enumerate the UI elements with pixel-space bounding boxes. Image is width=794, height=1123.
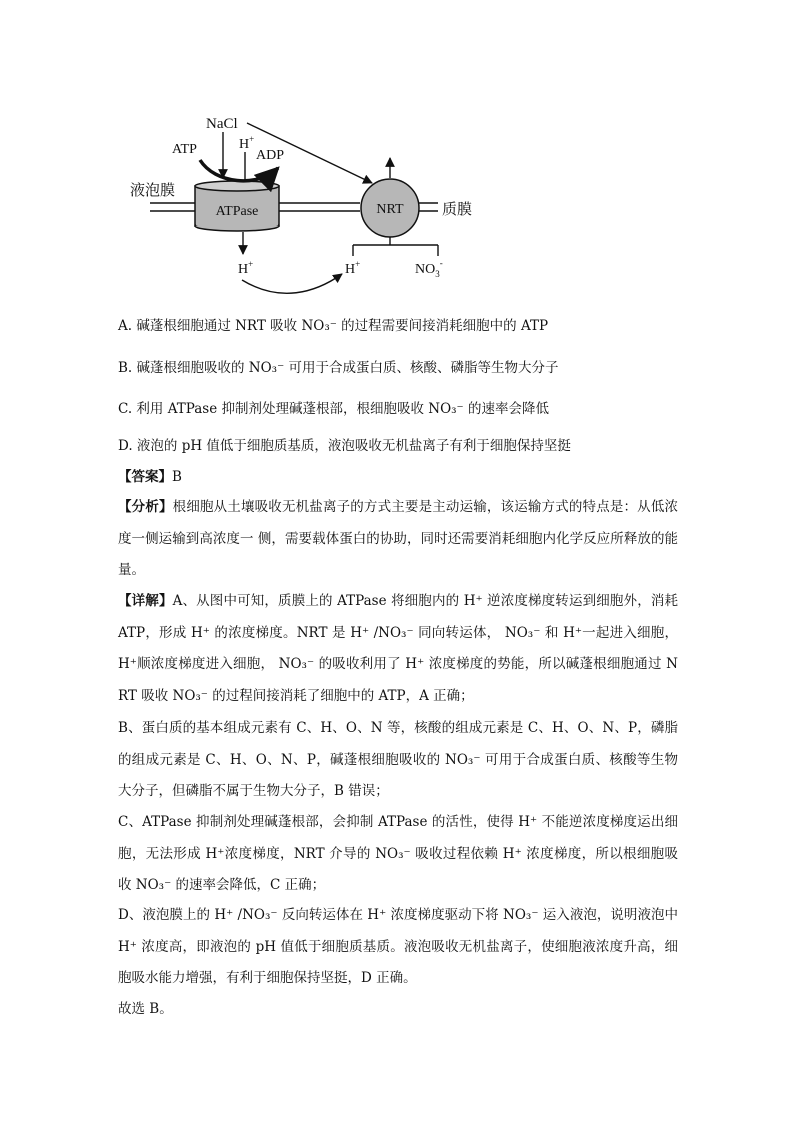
hplus-bottom-left-label: H+ bbox=[238, 259, 254, 277]
analysis-paragraph bbox=[118, 492, 678, 587]
nrt-protein bbox=[361, 179, 419, 237]
hplus-curve-arrow bbox=[242, 274, 342, 293]
answer-value: B bbox=[172, 469, 182, 485]
atp-label: ATP bbox=[172, 142, 197, 157]
atpase-label: ATPase bbox=[215, 204, 259, 219]
nacl-label: NaCl bbox=[206, 116, 238, 132]
hplus-bottom-right-label: H+ bbox=[345, 259, 361, 277]
analysis-text: 根细胞从土壤吸收无机盐离子的方式主要是主动运输，该运输方式的特点是：从低浓度一侧运输到高浓度一 侧，需要载体蛋白的协助，同时还需要消耗细胞内化学反应所释放的能量。 bbox=[118, 499, 679, 578]
detail-a-text: A、从图中可知，质膜上的 ATPase 将细胞内的 H⁺ 逆浓度梯度转运到细胞外，消耗 ATP，形成 H⁺ 的浓度梯度。NRT 是 H⁺ /NO₃⁻ 同向转运体， NO₃⁻ 和 H⁺一起进入细胞， H⁺顺浓度梯度进入细胞， NO₃⁻ 的吸收利用了 H⁺ 浓度梯度的势能，所以碱蓬根细胞通过 NRT 吸收 NO₃⁻ 的过程间接消耗了细胞中的 ATP，A 正确； bbox=[118, 593, 678, 704]
plasma-membrane-label: 质膜 bbox=[442, 202, 473, 218]
option-d: D. 液泡的 pH 值低于细胞质基质，液泡吸收无机盐离子有利于细胞保持坚挺 bbox=[118, 438, 571, 454]
detail-d-paragraph: D、液泡膜上的 H⁺ /NO₃⁻ 反向转运体在 H⁺ 浓度梯度驱动下将 NO₃⁻ 运入液泡，说明液泡中 H⁺ 浓度高，即液泡的 pH 值低于细胞质基质。液泡吸收无机盐离子，使细胞液浓度升高，细胞吸水能力增强，有利于细胞保持坚挺，D 正确。 bbox=[118, 907, 678, 986]
atpase-protein bbox=[195, 181, 279, 231]
transport-diagram bbox=[120, 108, 480, 303]
detail-b-paragraph: B、蛋白质的基本组成元素有 C、H、O、N 等，核酸的组成元素是 C、H、O、N、P，磷脂的组成元素是 C、H、O、N、P，碱蓬根细胞吸收的 NO₃⁻ 可用于合成蛋白质、核酸等生物大分子，但磷脂不属于生物大分子，B 错误； bbox=[118, 720, 678, 799]
vacuole-membrane bbox=[150, 203, 195, 211]
answer-heading: 【答案】 bbox=[118, 469, 172, 485]
option-c: C. 利用 ATPase 抑制剂处理碱蓬根部，根细胞吸收 NO₃⁻ 的速率会降低 bbox=[118, 401, 549, 417]
hplus-top-label: H+ bbox=[239, 134, 255, 152]
option-a: A. 碱蓬根细胞通过 NRT 吸收 NO₃⁻ 的过程需要间接消耗细胞中的 ATP bbox=[118, 318, 549, 334]
conclusion: 故选 B。 bbox=[118, 1001, 173, 1017]
nrt-label: NRT bbox=[376, 202, 404, 217]
detail-a-paragraph bbox=[118, 586, 678, 712]
vacuole-membrane-label: 液泡膜 bbox=[130, 183, 176, 199]
analysis-heading: 【分析】 bbox=[118, 499, 173, 515]
detail-c-paragraph: C、ATPase 抑制剂处理碱蓬根部，会抑制 ATPase 的活性，使得 H⁺ 不能逆浓度梯度运出细胞，无法形成 H⁺浓度梯度，NRT 介导的 NO₃⁻ 吸收过程依赖 H⁺ 浓度梯度，所以根细胞吸收 NO₃⁻ 的速率会降低，C 正确； bbox=[118, 814, 678, 893]
no3-label: $NO_3^-$ bbox=[415, 258, 443, 279]
answer-line bbox=[118, 467, 182, 487]
atp-adp-arrow bbox=[200, 160, 278, 181]
detail-heading: 【详解】 bbox=[118, 593, 173, 609]
adp-label: ADP bbox=[256, 148, 285, 163]
option-b: B. 碱蓬根细胞吸收的 NO₃⁻ 可用于合成蛋白质、核酸、磷脂等生物大分子 bbox=[118, 360, 559, 376]
nrt-bracket bbox=[353, 237, 438, 256]
